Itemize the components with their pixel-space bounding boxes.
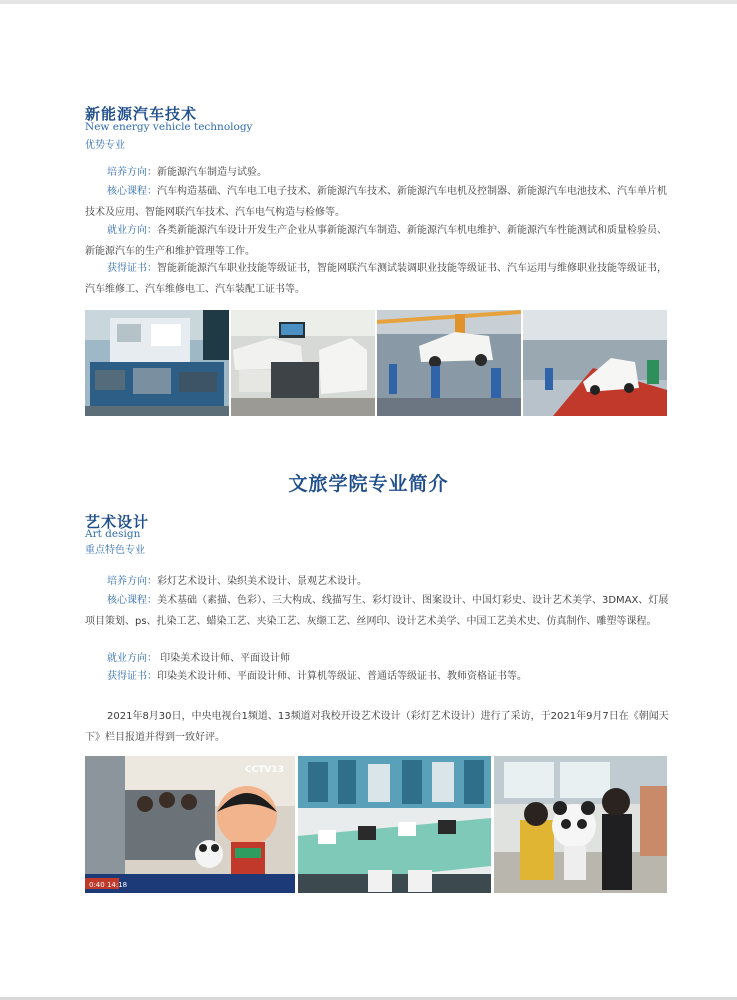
photo-lab-trainer [85,310,229,416]
tv-ticker: 0:40 14:18 [89,881,128,889]
row-label: 培养方向： [107,576,157,587]
row-text: 各类新能源汽车设计开发生产企业从事新能源汽车制造、新能源汽车机电维护、新能源汽车性能测试和质量检验员、新能源汽车的生产和维护管理等工作。 [85,225,667,257]
row-text: 美术基础（素描、色彩）、三大构成、线描写生、彩灯设计、图案设计、中国灯彩史、设计艺术美学、3DMAX、灯展项目策划、ps、扎染工艺、蜡染工艺、夹染工艺、灰缬工艺、丝网印、设计艺术美学、中国工艺美术史、仿真制作、雕塑等课程。 [85,595,669,627]
photo-production-hall [523,310,667,416]
section2-tag: 重点特色专业 [85,545,145,556]
section1-row-courses [85,181,669,223]
row-label: 核心课程： [107,595,157,606]
row-text: 智能新能源汽车职业技能等级证书，智能网联汽车测试装调职业技能等级证书、汽车运用与维修职业技能等级证书，汽车维修工、汽车维修电工、汽车装配工证书等。 [85,263,667,295]
section1-row-training [85,162,669,183]
news-paragraph: 2021年8月30日，中央电视台1频道、13频道对我校开设艺术设计（彩灯艺术设计）进行了采访，于2021年9月7日在《朝闻天下》栏目报道并得到一致好评。 [85,711,669,743]
row-label: 就业方向： [107,653,157,664]
section1-tag: 优势专业 [85,140,125,151]
college-heading: 文旅学院专业简介 [288,473,449,495]
photo-art-exhibit [298,756,491,893]
photo-cctv-report [85,756,295,893]
row-text: 彩灯艺术设计、染织美术设计、景观艺术设计。 [157,576,367,587]
section2-row-courses [85,590,669,632]
row-text: 印染美术设计师、平面设计师 [157,653,291,664]
section2-title-en: Art design [85,528,141,540]
section1-title-en: New energy vehicle technology [85,121,253,133]
row-label: 获得证书： [107,263,157,274]
cctv-logo: CCTV13 [245,765,284,775]
top-edge [0,0,737,4]
row-label: 就业方向： [107,225,157,236]
photo-panda-lantern [494,756,667,893]
section1-title: 新能源汽车技术 [85,105,198,123]
row-text: 印染美术设计师、平面设计师、计算机等级证、普通话等级证书、教师资格证书等。 [157,671,527,682]
row-text: 汽车构造基础、汽车电工电子技术、新能源汽车技术、新能源汽车电机及控制器、新能源汽车电池技术、汽车单片机技术及应用、智能网联汽车技术、汽车电气构造与检修等。 [85,186,667,218]
row-label: 获得证书： [107,671,157,682]
section2-row-training [85,571,669,592]
photo-assembly-line [377,310,521,416]
section2-title: 艺术设计 [85,513,150,531]
section1-row-jobs [85,220,669,262]
row-label: 培养方向： [107,167,157,178]
row-text: 新能源汽车制造与试验。 [157,167,267,178]
row-label: 核心课程： [107,186,157,197]
section1-row-certs [85,258,669,300]
section2-row-certs [85,666,669,687]
photo-vehicle-workshop [231,310,375,416]
